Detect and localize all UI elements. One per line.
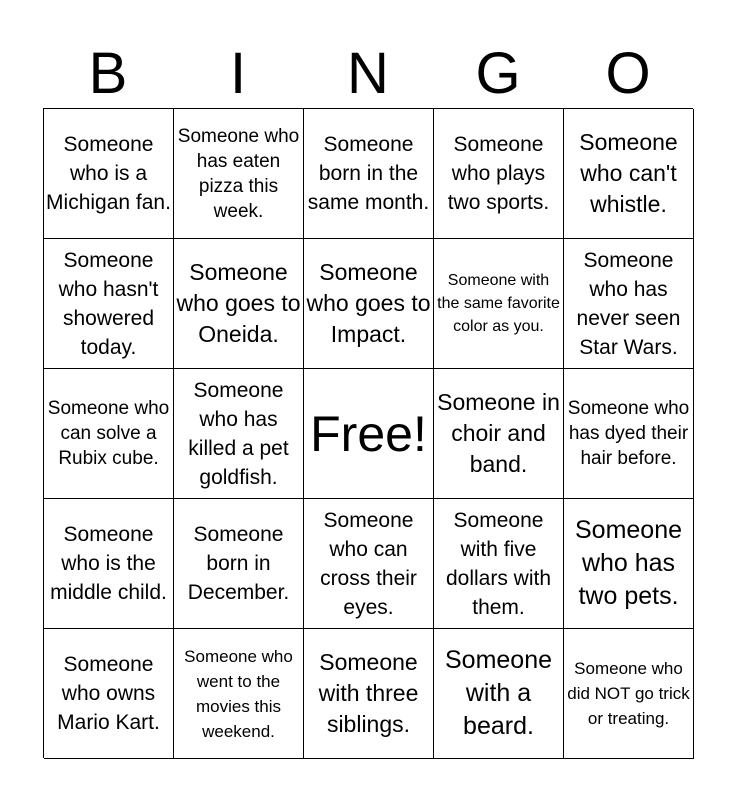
bingo-cell[interactable]	[174, 629, 304, 759]
cell-text: Someone who went to the movies this weekend.	[184, 646, 293, 741]
cell-text: Someone with five dollars with them.	[445, 508, 552, 619]
cell-text: Someone born in the same month.	[307, 133, 430, 214]
header-letter-g: G	[475, 41, 521, 106]
bingo-cell[interactable]	[434, 629, 564, 759]
bingo-cell[interactable]	[434, 239, 564, 369]
bingo-cell[interactable]	[434, 109, 564, 239]
bingo-cell[interactable]	[564, 239, 694, 369]
bingo-cell[interactable]	[564, 629, 694, 759]
header-letter-n: N	[347, 41, 389, 106]
cell-text: Someone who has dyed their hair before.	[567, 398, 690, 469]
cell-text: Someone who owns Mario Kart.	[57, 653, 160, 734]
bingo-cell[interactable]	[304, 109, 434, 239]
cell-text: Someone born in December.	[187, 523, 290, 604]
bingo-cell[interactable]	[174, 499, 304, 629]
bingo-header	[43, 40, 693, 108]
cell-text: Someone who hasn't showered today.	[58, 248, 159, 359]
bingo-cell[interactable]	[44, 239, 174, 369]
bingo-cell[interactable]	[564, 499, 694, 629]
bingo-cell[interactable]	[44, 109, 174, 239]
cell-text: Someone with three siblings.	[318, 649, 419, 737]
cell-text: Someone with a beard.	[444, 646, 553, 740]
cell-text: Someone who plays two sports.	[447, 133, 550, 214]
cell-text: Someone who is the middle child.	[50, 523, 167, 604]
bingo-cell[interactable]	[174, 369, 304, 499]
free-space-text: Free!	[310, 405, 427, 462]
cell-text: Someone who did NOT go trick or treating.	[567, 659, 690, 728]
bingo-cell[interactable]	[44, 629, 174, 759]
bingo-cell[interactable]	[434, 499, 564, 629]
cell-text: Someone who goes to Impact.	[306, 259, 431, 347]
cell-text: Someone who has killed a pet goldfish.	[188, 378, 289, 489]
cell-text: Someone who has two pets.	[574, 516, 683, 610]
cell-text: Someone with the same favorite color as you.	[437, 272, 560, 335]
bingo-cell[interactable]	[304, 499, 434, 629]
header-letter-i: I	[229, 41, 247, 106]
header-letter-o: O	[605, 41, 651, 106]
cell-text: Someone who has never seen Star Wars.	[576, 248, 681, 359]
bingo-cell[interactable]	[304, 239, 434, 369]
header-letter-b: B	[88, 41, 128, 106]
bingo-cell[interactable]	[174, 109, 304, 239]
bingo-cell[interactable]	[564, 369, 694, 499]
cell-text: Someone in choir and band.	[437, 389, 560, 477]
cell-text: Someone who is a Michigan fan.	[46, 133, 171, 214]
bingo-cell[interactable]	[434, 369, 564, 499]
cell-text: Someone who can solve a Rubix cube.	[47, 398, 170, 469]
cell-text: Someone who goes to Oneida.	[176, 259, 301, 347]
bingo-cell[interactable]	[174, 239, 304, 369]
bingo-board	[43, 108, 693, 758]
bingo-cell[interactable]	[304, 629, 434, 759]
cell-text: Someone who can cross their eyes.	[320, 508, 417, 619]
cell-text: Someone who has eaten pizza this week.	[177, 125, 300, 222]
bingo-cell[interactable]	[564, 109, 694, 239]
cell-text: Someone who can't whistle.	[579, 129, 678, 217]
bingo-cell[interactable]	[44, 369, 174, 499]
bingo-cell[interactable]	[44, 499, 174, 629]
free-space[interactable]	[304, 369, 434, 499]
